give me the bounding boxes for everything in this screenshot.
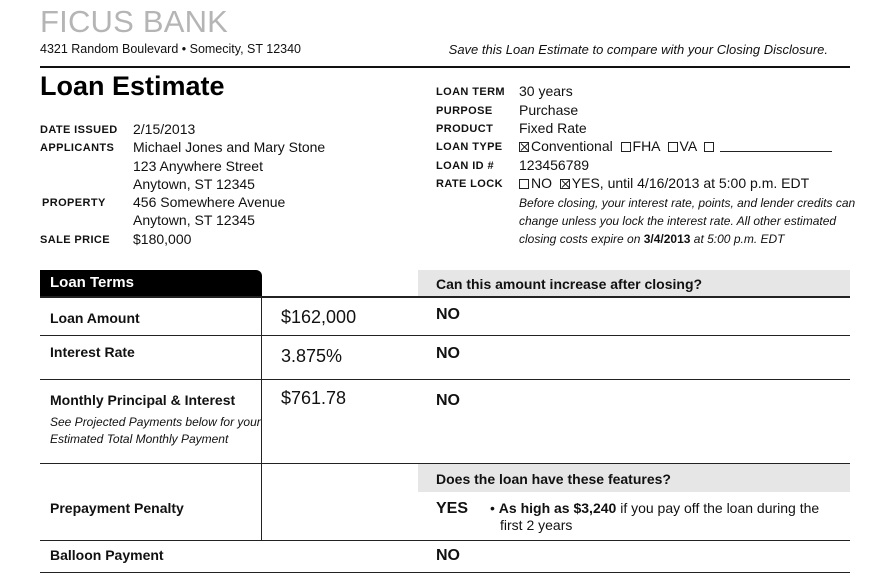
page-title: Loan Estimate	[40, 71, 225, 101]
applicants-label: APPLICANTS	[40, 142, 115, 154]
property-line2: Anytown, ST 12345	[133, 212, 255, 228]
balloon-payment-label: Balloon Payment	[50, 547, 164, 563]
property-line1: 456 Somewhere Avenue	[133, 194, 286, 210]
loan-type-options	[519, 138, 832, 154]
rate-lock-yes-label: YES, until 4/16/2013 at 5:00 p.m. EDT	[571, 175, 810, 191]
rate-lock-yes-checkbox[interactable]	[560, 179, 570, 189]
monthly-pi-note-line1: See Projected Payments below for your	[50, 415, 261, 429]
product-label: PRODUCT	[436, 123, 494, 135]
conventional-option-label: Conventional	[531, 138, 613, 154]
rate-lock-note-line3	[519, 230, 785, 248]
table-row-rule	[40, 379, 850, 380]
monthly-pi-label: Monthly Principal & Interest	[50, 392, 236, 408]
features-column-divider	[261, 464, 262, 541]
table-row-rule	[40, 540, 850, 541]
rate-lock-note-pre: closing costs expire on	[519, 232, 644, 246]
monthly-pi-note-line2: Estimated Total Monthly Payment	[50, 432, 229, 446]
loan-terms-tab	[40, 270, 262, 297]
features-heading: Does the loan have these features?	[436, 471, 671, 487]
loan-amount-value: $162,000	[281, 307, 357, 327]
interest-rate-value: 3.875%	[281, 346, 343, 366]
bullet: •	[490, 500, 495, 516]
sale-price-label: SALE PRICE	[40, 234, 111, 246]
prepayment-penalty-detail	[490, 500, 819, 517]
rate-lock-expiry-date: 3/4/2013	[643, 232, 691, 246]
prepayment-penalty-max: As high as $3,240	[498, 500, 617, 516]
other-loan-type-blank	[720, 140, 832, 152]
sale-price-value: $180,000	[133, 231, 192, 247]
loan-amount-answer: NO	[436, 306, 460, 323]
date-issued-label: DATE ISSUED	[40, 124, 118, 136]
rate-lock-options	[519, 175, 809, 191]
loan-amount-label: Loan Amount	[50, 310, 140, 326]
save-note: Save this Loan Estimate to compare with your Closing Disclosure.	[448, 42, 828, 57]
prepayment-penalty-detail-line2: first 2 years	[500, 517, 573, 533]
purpose-value: Purchase	[519, 102, 579, 118]
loan-terms-title: Loan Terms	[50, 274, 134, 291]
applicants-line1: Michael Jones and Mary Stone	[133, 139, 326, 155]
conventional-checkbox[interactable]	[519, 142, 529, 152]
monthly-pi-value: $761.78	[281, 388, 347, 408]
loan-term-label: LOAN TERM	[436, 86, 505, 98]
rate-lock-note-post: at 5:00 p.m. EDT	[690, 232, 785, 246]
va-option-label: VA	[679, 138, 697, 154]
table-bottom-rule	[40, 572, 850, 573]
balloon-payment-answer: NO	[436, 547, 460, 564]
bank-address: 4321 Random Boulevard • Somecity, ST 12340	[40, 42, 302, 56]
other-checkbox[interactable]	[704, 142, 714, 152]
table-row-rule	[40, 335, 850, 336]
date-issued-value: 2/15/2013	[133, 121, 196, 137]
loan-type-label: LOAN TYPE	[436, 141, 503, 153]
applicants-line3: Anytown, ST 12345	[133, 176, 255, 192]
prepayment-penalty-label: Prepayment Penalty	[50, 500, 184, 516]
header-rule	[40, 66, 850, 68]
property-label: PROPERTY	[42, 197, 106, 209]
increase-heading: Can this amount increase after closing?	[436, 276, 703, 292]
loan-id-value: 123456789	[519, 157, 590, 173]
va-checkbox[interactable]	[668, 142, 678, 152]
product-value: Fixed Rate	[519, 120, 587, 136]
prepayment-penalty-answer: YES	[436, 500, 469, 517]
loan-id-label: LOAN ID #	[436, 160, 494, 172]
rate-lock-note-line1: Before closing, your interest rate, points, and lender credits can	[519, 196, 856, 210]
monthly-pi-answer: NO	[436, 392, 460, 409]
loan-term-value: 30 years	[519, 83, 573, 99]
purpose-label: PURPOSE	[436, 105, 493, 117]
prepayment-penalty-detail-rest: if you pay off the loan during the	[616, 500, 820, 516]
fha-option-label: FHA	[632, 138, 660, 154]
rate-lock-no-checkbox[interactable]	[519, 179, 529, 189]
fha-checkbox[interactable]	[621, 142, 631, 152]
rate-lock-note-line2: change unless you lock the interest rate. All other estimated	[519, 214, 837, 228]
interest-rate-label: Interest Rate	[50, 344, 135, 360]
table-top-rule	[40, 296, 850, 298]
interest-rate-answer: NO	[436, 345, 460, 362]
rate-lock-label: RATE LOCK	[436, 178, 503, 190]
applicants-line2: 123 Anywhere Street	[133, 158, 263, 174]
bank-name: FICUS BANK	[40, 4, 229, 39]
rate-lock-no-label: NO	[531, 175, 552, 191]
